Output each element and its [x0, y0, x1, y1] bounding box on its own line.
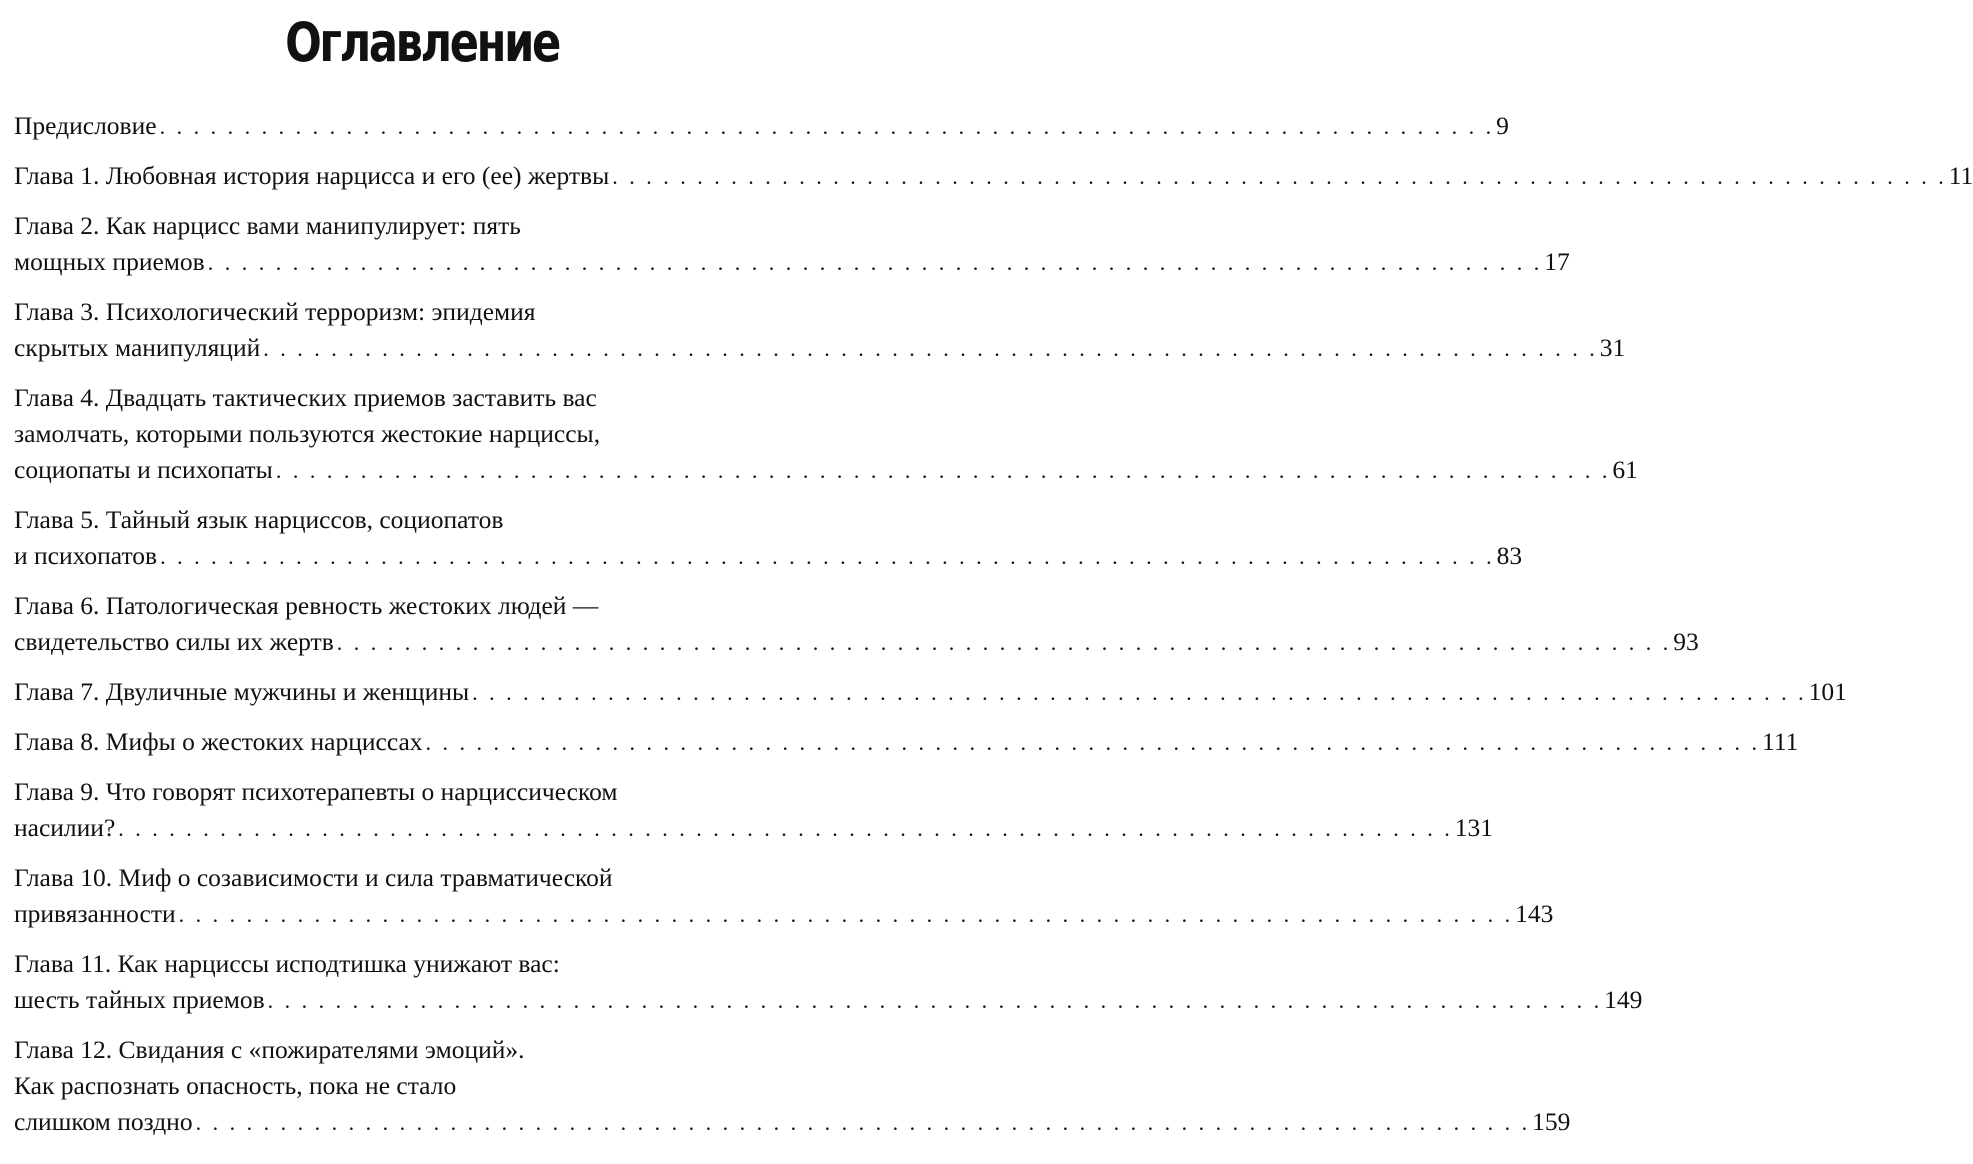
page-number: 111	[1762, 727, 1799, 756]
dot-leader: . . . . . . . . . . . . . . . . . . . . . . . . . . . . . . . . . . . . . . . . . . . . . . . . . . . . . . . . . . . . . . . . . . . . . . . . . . . . . . .	[263, 336, 1598, 361]
dot-leader: . . . . . . . . . . . . . . . . . . . . . . . . . . . . . . . . . . . . . . . . . . . . . . . . . . . . . . . . . . . . . . . . . . . . . . . . . . . . . . .	[159, 114, 1495, 139]
toc-entry[interactable]	[14, 860, 1554, 932]
toc-entry[interactable]	[14, 502, 1523, 574]
dot-leader: . . . . . . . . . . . . . . . . . . . . . . . . . . . . . . . . . . . . . . . . . . . . . . . . . . . . . . . . . . . . . . . . . . . . . . . . . . . . . . .	[425, 730, 1761, 755]
toc-entry-last-line	[14, 108, 1509, 144]
toc-entry-last-line	[14, 158, 1973, 194]
page-number: 143	[1515, 899, 1554, 928]
toc-entry-last-line	[14, 452, 1638, 488]
toc-entry[interactable]	[14, 774, 1494, 846]
toc-entry-last-line	[14, 724, 1799, 760]
page-title: Оглавление	[285, 11, 559, 74]
page-number: 101	[1808, 677, 1847, 706]
toc-entry-title-line: Глава 12. Свидания с «пожирателями эмоций».	[14, 1035, 525, 1064]
table-of-contents	[14, 108, 1973, 1154]
toc-entry-last-line	[14, 538, 1523, 574]
toc-entry-last-line	[14, 810, 1494, 846]
toc-entry[interactable]	[14, 108, 1509, 144]
toc-entry-title-line: Глава 4. Двадцать тактических приемов заставить вас	[14, 383, 597, 412]
toc-entry-title-line: и психопатов	[14, 541, 158, 570]
dot-leader: . . . . . . . . . . . . . . . . . . . . . . . . . . . . . . . . . . . . . . . . . . . . . . . . . . . . . . . . . . . . . . . . . . . . . . . . . . . . . . .	[178, 902, 1514, 927]
toc-entry-title-line: Глава 7. Двуличные мужчины и женщины	[14, 677, 470, 706]
toc-entry-last-line	[14, 982, 1643, 1018]
toc-entry[interactable]	[14, 674, 1847, 710]
toc-entry-title-line: Глава 9. Что говорят психотерапевты о нарциссическом	[14, 777, 618, 806]
toc-entry-last-line	[14, 244, 1570, 280]
toc-entry[interactable]	[14, 1032, 1571, 1140]
page-number: 31	[1599, 333, 1626, 362]
toc-entry-title-line: замолчать, которыми пользуются жестокие нарциссы,	[14, 419, 601, 448]
toc-entry-title-line: Глава 11. Как нарциссы исподтишка унижают вас:	[14, 949, 560, 978]
toc-entry[interactable]	[14, 294, 1626, 366]
toc-entry-title-line: свидетельство силы их жертв	[14, 627, 334, 656]
page-number: 9	[1496, 111, 1509, 140]
toc-entry-title-line: привязанности	[14, 899, 176, 928]
toc-entry-title-line: Как распознать опасность, пока не стало	[14, 1071, 457, 1100]
toc-entry-last-line	[14, 330, 1626, 366]
toc-entry-last-line	[14, 624, 1699, 660]
toc-entry-title-line: Глава 5. Тайный язык нарциссов, социопатов	[14, 505, 504, 534]
toc-entry-title-line: Предисловие	[14, 111, 157, 140]
dot-leader: . . . . . . . . . . . . . . . . . . . . . . . . . . . . . . . . . . . . . . . . . . . . . . . . . . . . . . . . . . . . . . . . . . . . . . . . . . . . . . .	[275, 458, 1611, 483]
page-number: 11	[1948, 161, 1973, 190]
toc-entry[interactable]	[14, 946, 1643, 1018]
toc-entry-last-line	[14, 1104, 1571, 1140]
toc-entry-title-line: мощных приемов	[14, 247, 205, 276]
page-number: 61	[1612, 455, 1638, 484]
toc-entry-last-line	[14, 896, 1554, 932]
toc-entry-title-line: Глава 10. Миф о созависимости и сила травматической	[14, 863, 613, 892]
toc-entry[interactable]	[14, 724, 1799, 760]
toc-entry[interactable]	[14, 380, 1638, 488]
dot-leader: . . . . . . . . . . . . . . . . . . . . . . . . . . . . . . . . . . . . . . . . . . . . . . . . . . . . . . . . . . . . . . . . . . . . . . . . . . . . . . .	[267, 988, 1603, 1013]
toc-entry-last-line	[14, 674, 1847, 710]
dot-leader: . . . . . . . . . . . . . . . . . . . . . . . . . . . . . . . . . . . . . . . . . . . . . . . . . . . . . . . . . . . . . . . . . . . . . . . . . . . . . . .	[195, 1110, 1531, 1135]
dot-leader: . . . . . . . . . . . . . . . . . . . . . . . . . . . . . . . . . . . . . . . . . . . . . . . . . . . . . . . . . . . . . . . . . . . . . . . . . . . . . . .	[118, 816, 1453, 841]
dot-leader: . . . . . . . . . . . . . . . . . . . . . . . . . . . . . . . . . . . . . . . . . . . . . . . . . . . . . . . . . . . . . . . . . . . . . . . . . . . . . . .	[160, 544, 1495, 569]
toc-entry-title-line: Глава 1. Любовная история нарцисса и его (ее) жертвы	[14, 161, 610, 190]
dot-leader: . . . . . . . . . . . . . . . . . . . . . . . . . . . . . . . . . . . . . . . . . . . . . . . . . . . . . . . . . . . . . . . . . . . . . . . . . . . . . . .	[612, 164, 1947, 189]
page-number: 149	[1604, 985, 1643, 1014]
toc-entry-title-line: социопаты и психопаты	[14, 455, 273, 484]
dot-leader: . . . . . . . . . . . . . . . . . . . . . . . . . . . . . . . . . . . . . . . . . . . . . . . . . . . . . . . . . . . . . . . . . . . . . . . . . . . . . . .	[207, 250, 1543, 275]
dot-leader: . . . . . . . . . . . . . . . . . . . . . . . . . . . . . . . . . . . . . . . . . . . . . . . . . . . . . . . . . . . . . . . . . . . . . . . . . . . . . . .	[336, 630, 1672, 655]
toc-entry-title-line: шесть тайных приемов	[14, 985, 265, 1014]
dot-leader: . . . . . . . . . . . . . . . . . . . . . . . . . . . . . . . . . . . . . . . . . . . . . . . . . . . . . . . . . . . . . . . . . . . . . . . . . . . . . . .	[472, 680, 1807, 705]
toc-entry-title-line: скрытых манипуляций	[14, 333, 261, 362]
toc-entry[interactable]	[14, 208, 1570, 280]
toc-entry[interactable]	[14, 588, 1699, 660]
page-number: 131	[1454, 813, 1494, 842]
toc-entry-title-line: слишком поздно	[14, 1107, 193, 1136]
page-number: 83	[1496, 541, 1523, 570]
page-number: 93	[1673, 627, 1699, 656]
page-number: 159	[1532, 1107, 1571, 1136]
page-number: 17	[1544, 247, 1570, 276]
toc-entry-title-line: Глава 3. Психологический терроризм: эпидемия	[14, 297, 536, 326]
toc-entry[interactable]	[14, 158, 1973, 194]
toc-entry-title-line: Глава 8. Мифы о жестоких нарциссах	[14, 727, 423, 756]
toc-entry-title-line: Глава 2. Как нарцисс вами манипулирует: пять	[14, 211, 521, 240]
toc-entry-title-line: Глава 6. Патологическая ревность жестоких людей —	[14, 591, 599, 620]
toc-entry-title-line: насилии?	[14, 813, 116, 842]
